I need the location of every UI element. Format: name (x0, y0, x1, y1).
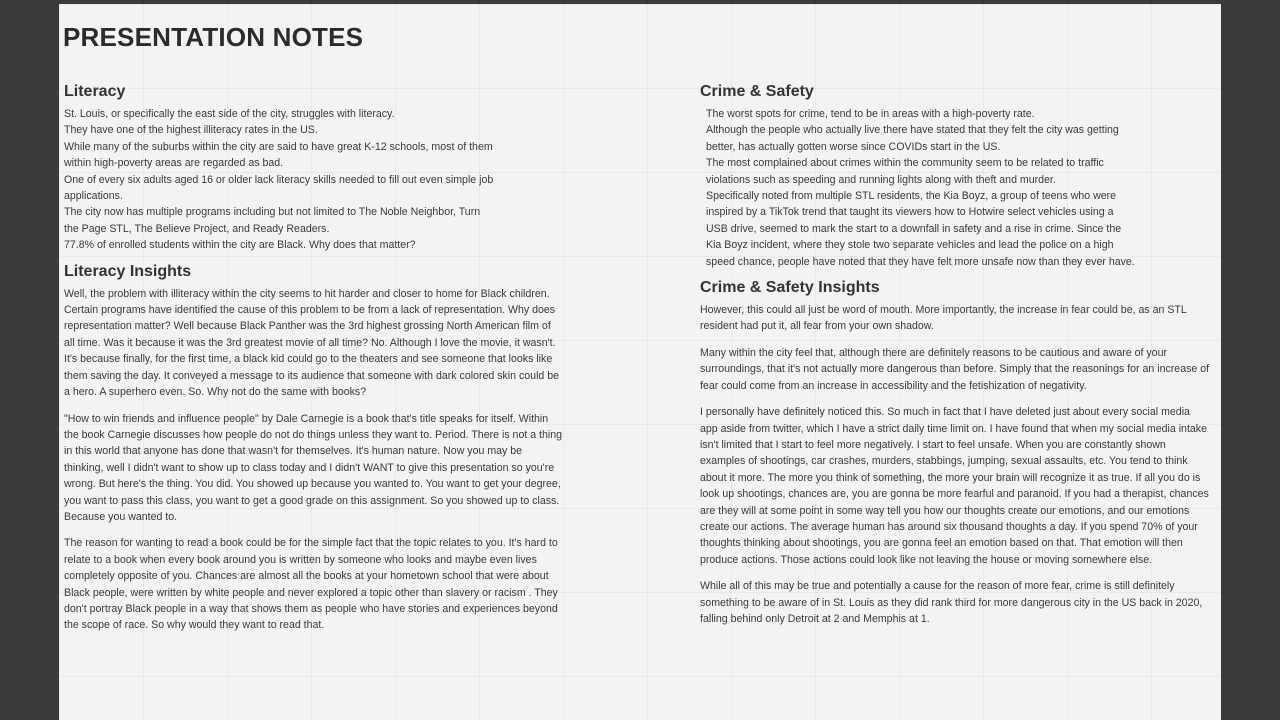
left-column (64, 82, 564, 644)
crime-safety-insights-heading: Crime & Safety Insights (700, 279, 880, 297)
crime-safety-line: The worst spots for crime, tend to be in areas with a high-poverty rate. (706, 108, 1035, 120)
crime-safety-insights-paragraph: While all of this may be true and potentially a cause for the reason of more fear, crime is still definitely something to be aware of in St. Louis as they did rank third for more dangerous city in the US back in 2020, falling behind only Detroit at 2 and Memphis at 1. (700, 580, 1203, 625)
literacy-line: While many of the suburbs within the city are said to have great K-12 schools, most of them (64, 140, 493, 153)
crime-safety-line: USB drive, seemed to mark the start to a downfall in safety and a rise in crime. Since the (706, 222, 1122, 235)
literacy-line: St. Louis, or specifically the east side of the city, struggles with literacy. (64, 108, 395, 120)
crime-safety-heading: Crime & Safety (700, 83, 814, 100)
crime-safety-line: speed chance, people have noted that they have felt more unsafe now than they ever have. (706, 255, 1135, 268)
literacy-insights-paragraph: Well, the problem with illiteracy within the city seems to hit harder and closer to home for Black children. Certain programs have identified the cause of this problem to be from a lack of representation. Why does representation matter? Well because Black Panther was the 3rd highest grossing North American film of all time. Was it because it was the 3rd greatest movie of all time? No. Although I love the movie, it wasn't. It's because finally, for the first time, a black kid could go to the theaters and see someone that looks like them saving the day. It conveyed a message to its audience that someone with dark colored skin could be a hero. A superhero even. So. Why not do the same with books? (64, 287, 560, 399)
document-page (59, 4, 1221, 720)
literacy-lines (64, 106, 564, 254)
literacy-heading: Literacy (64, 83, 126, 100)
crime-safety-line: Kia Boyz incident, where they stole two separate vehicles and lead the police on a high (706, 239, 1114, 252)
literacy-insights-paragraph: "How to win friends and influence people" by Dale Carnegie is a book that's title speaks for itself. Within the book Carnegie discusses how people do not do things unless they want to. Period. There is not a thing in this world that anyone has done that wasn't for themselves. It's human nature. Now you may be thinking, well I didn't want to show up to class today and I didn't WANT to give this presentation so you're wrong. But here's the thing. You did. You showed up because you wanted to. You want to get your degree, you want to pass this class, you want to get a good grade on this assignment. So you showed up to class. Because you wanted to. (64, 412, 563, 523)
crime-safety-line: violations such as speeding and running lights along with theft and murder. (706, 173, 1056, 186)
crime-safety-lines (700, 106, 1210, 270)
crime-safety-line: The most complained about crimes within the community seem to be related to traffic (706, 157, 1104, 170)
literacy-line: the Page STL, The Believe Project, and Ready Readers. (64, 222, 330, 235)
literacy-line: One of every six adults aged 16 or older lack literacy skills needed to fill out even simple job (64, 173, 494, 186)
literacy-line: within high-poverty areas are regarded as bad. (64, 157, 284, 170)
crime-safety-line: better, has actually gotten worse since COVIDs start in the US. (706, 140, 1001, 153)
literacy-line: They have one of the highest illiteracy rates in the US. (64, 124, 318, 137)
crime-safety-insights-paragraph: Many within the city feel that, although there are definitely reasons to be cautious and aware of your surroundings, that it's not actually more dangerous than before. Simply that the reasonings for an increase of fear could come from an increase in accessibility and the fetishization of negativity. (700, 346, 1210, 392)
crime-safety-insights-paragraph: However, this could all just be word of mouth. More importantly, the increase in fear could be, as an STL resident had put it, all fear from your own shadow. (700, 304, 1187, 333)
literacy-line: 77.8% of enrolled students within the city are Black. Why does that matter? (64, 239, 416, 252)
crime-safety-insights-paragraph: I personally have definitely noticed this. So much in fact that I have deleted just about every social media app aside from twitter, which I have a strict daily time limit on. I have found that when my social media intake isn't limited that I start to feel more negatively. I start to feel unsafe. When you are constantly shown examples of shootings, car crashes, murders, stabbings, jumping, sexual assaults, etc. You tend to think about it more. The more you think of something, the more your brain will recognize it as true. If all you do is look up shootings, chances are, you are gonna be more fearful and paranoid. If you had a therapist, chances are they will at some point in some way tell you how our thoughts create our emotions, and our emotions create our actions. The average human has around six thousand thoughts a day. If you spend 70% of your thoughts thinking about shootings, you are gonna feel an emotion based on that. That emotion will then produce actions. Those actions could look like not leaving the house or moving somewhere else. (700, 406, 1209, 566)
page-title: PRESENTATION NOTES (63, 22, 364, 52)
literacy-line: applications. (64, 190, 123, 203)
crime-safety-line: inspired by a TikTok trend that taught its viewers how to Hotwire select vehicles using a (706, 206, 1114, 219)
crime-safety-line: Although the people who actually live there have stated that they felt the city was getting (706, 124, 1119, 137)
literacy-insights-heading: Literacy Insights (64, 262, 192, 280)
crime-safety-line: Specifically noted from multiple STL residents, the Kia Boyz, a group of teens who were (706, 190, 1117, 203)
literacy-insights-paragraph: The reason for wanting to read a book could be for the simple fact that the topic relates to you. It's hard to relate to a book when every book around you is written by someone who looks and maybe even lives completely opposite of you. Chances are almost all the books at your hometown school that were about Black people, were written by white people and never explored a topic other than slavery or racism . They don't portray Black people in a way that shows them as people who have stories and experiences beyond the scope of race. So why would they want to read that. (64, 537, 558, 632)
literacy-line: The city now has multiple programs including but not limited to The Noble Neighbor, Turn (64, 206, 481, 219)
right-column (700, 82, 1210, 637)
